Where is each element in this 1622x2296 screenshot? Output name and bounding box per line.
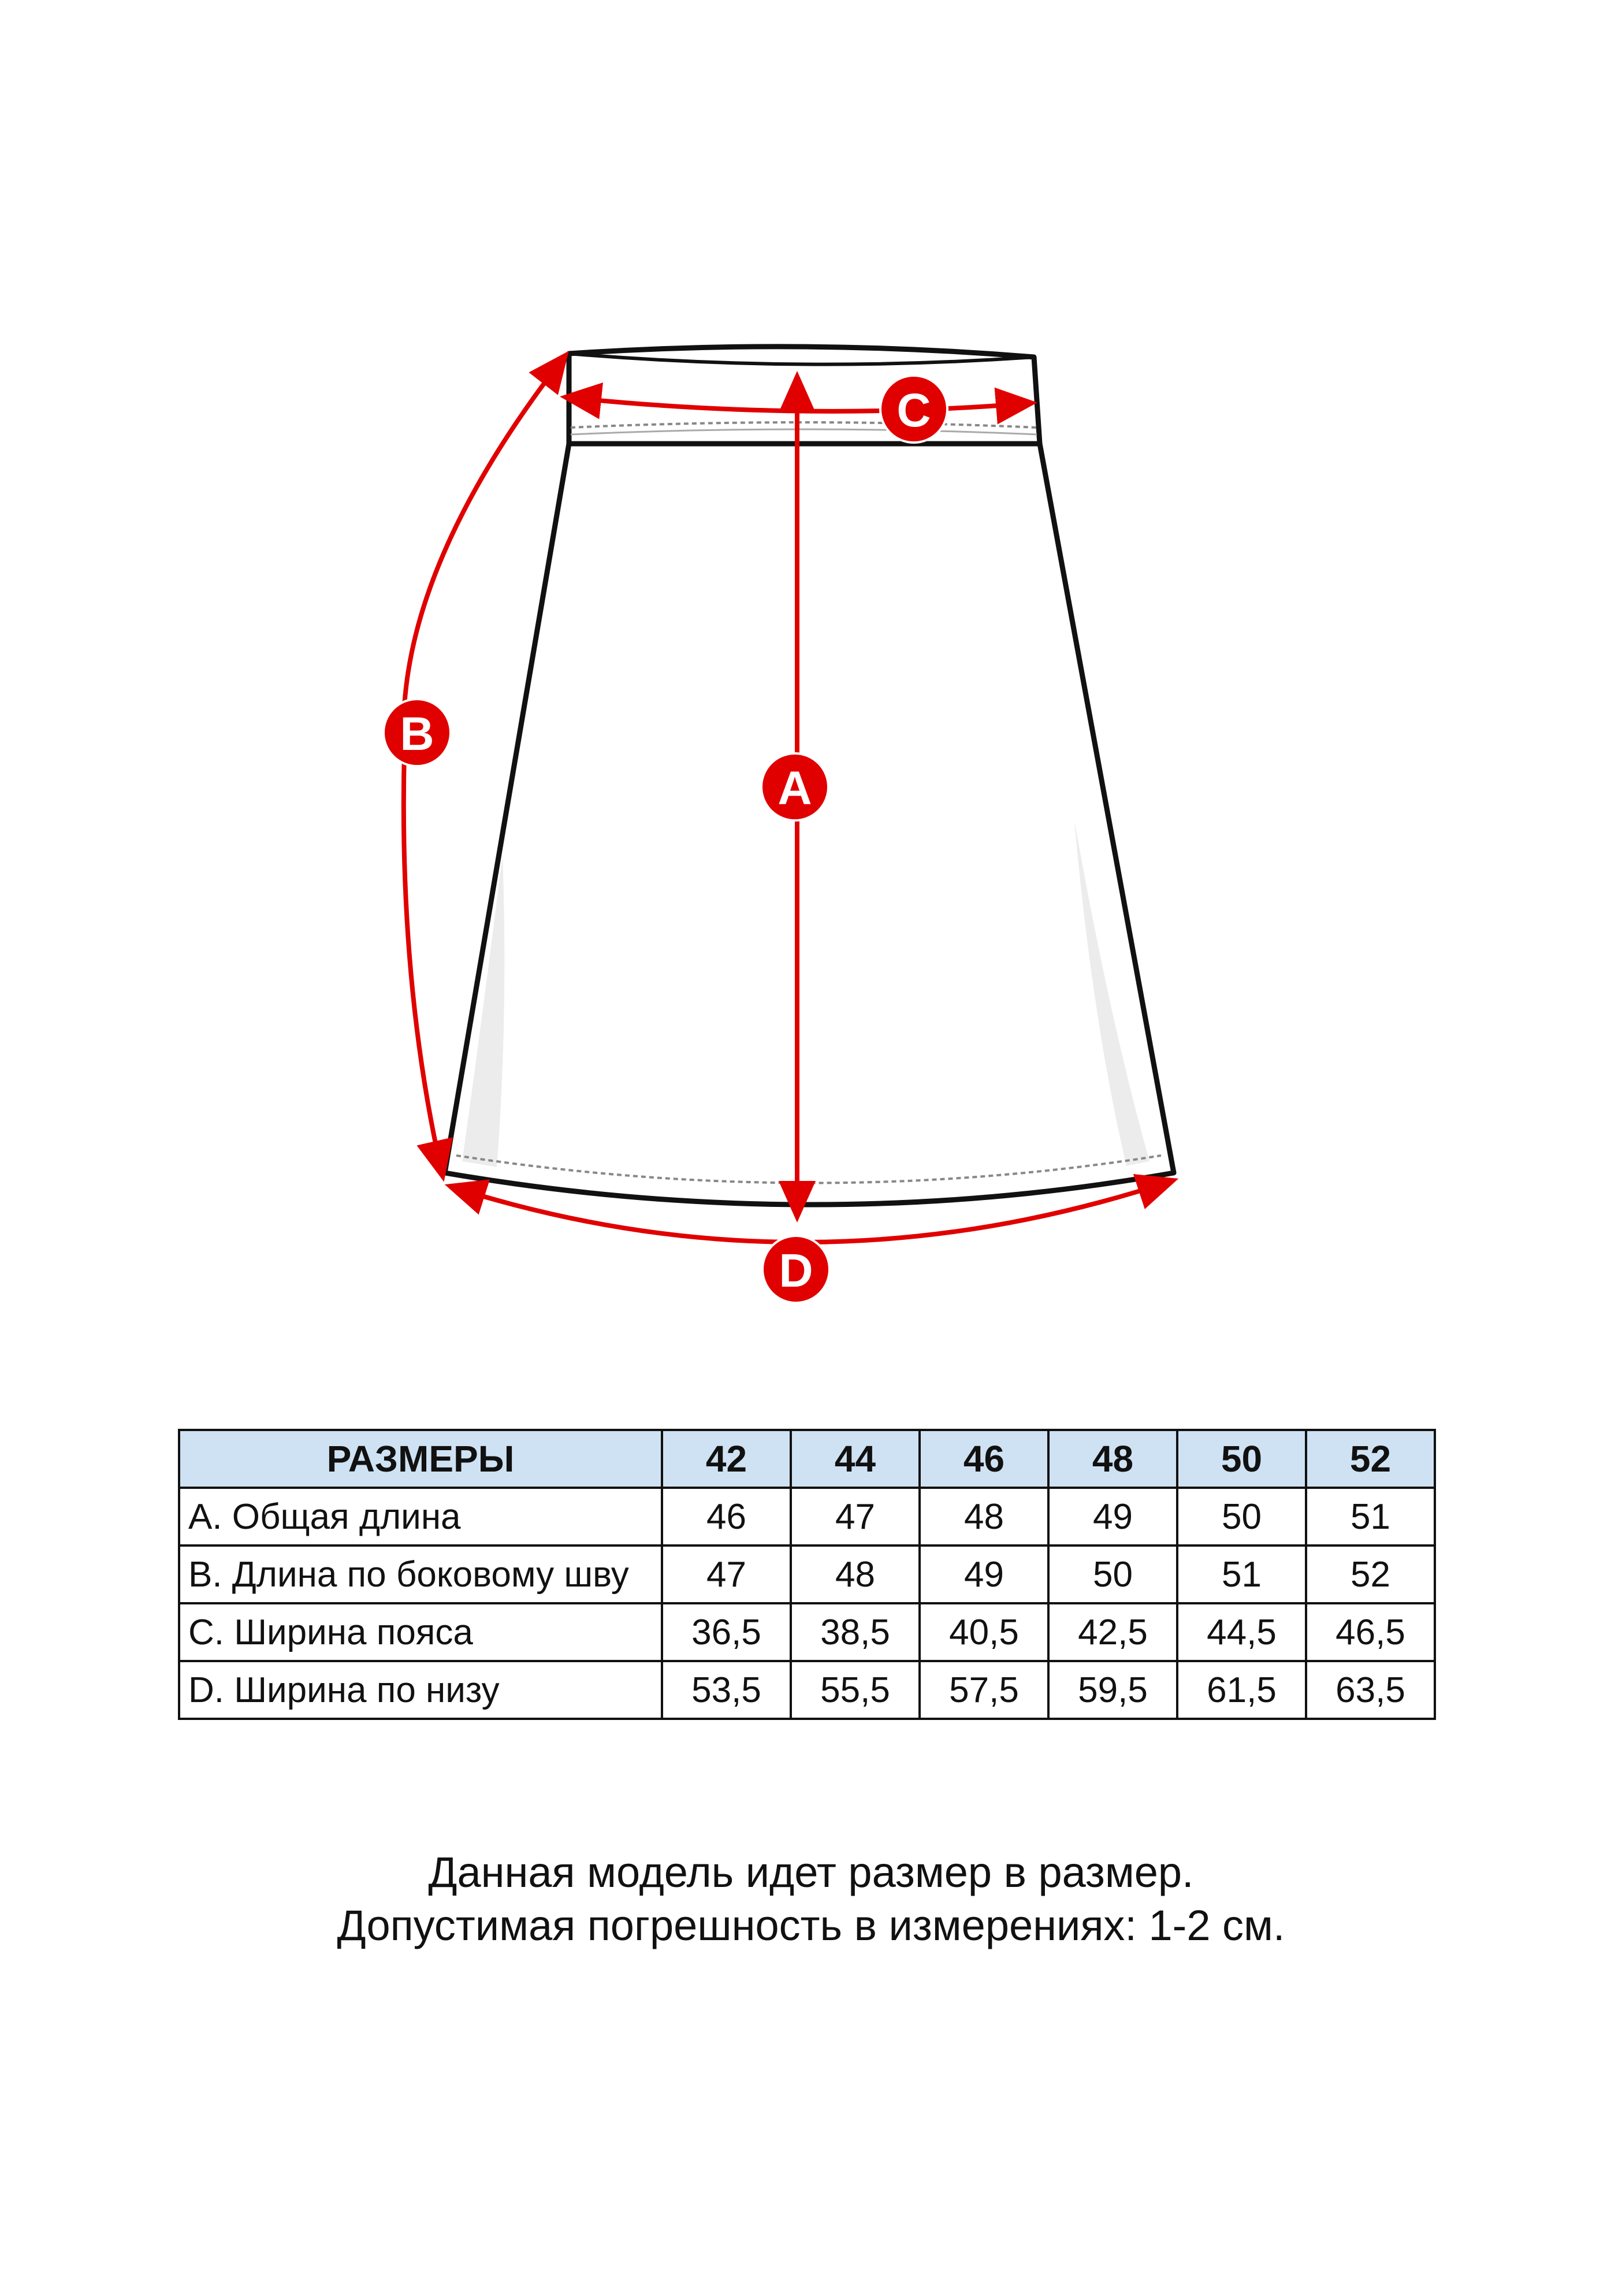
table-cell: 51 xyxy=(1306,1488,1435,1545)
table-cell: 51 xyxy=(1177,1545,1306,1603)
label-d: D xyxy=(779,1244,813,1297)
header-size: 48 xyxy=(1048,1430,1177,1488)
table-cell: 61,5 xyxy=(1177,1661,1306,1719)
table-cell: 46,5 xyxy=(1306,1603,1435,1661)
label-b: B xyxy=(400,708,434,760)
table-cell: 49 xyxy=(920,1545,1048,1603)
table-cell: 52 xyxy=(1306,1545,1435,1603)
label-c: C xyxy=(896,384,931,437)
header-size: 42 xyxy=(662,1430,791,1488)
notes xyxy=(0,1846,1622,1952)
table-cell: 46 xyxy=(662,1488,791,1545)
table-cell: 48 xyxy=(791,1545,920,1603)
skirt-outline xyxy=(445,444,1174,1205)
table-cell: 36,5 xyxy=(662,1603,791,1661)
table-cell: 55,5 xyxy=(791,1661,920,1719)
table-row xyxy=(179,1488,1435,1545)
table-cell: 57,5 xyxy=(920,1661,1048,1719)
table-cell: 40,5 xyxy=(920,1603,1048,1661)
row-label: C. Ширина пояса xyxy=(179,1603,662,1661)
note-fit: Данная модель идет размер в размер. xyxy=(428,1848,1194,1896)
note-tolerance: Допустимая погрешность в измерениях: 1-2 см. xyxy=(337,1901,1285,1949)
table-cell: 50 xyxy=(1177,1488,1306,1545)
table-cell: 47 xyxy=(662,1545,791,1603)
table-cell: 44,5 xyxy=(1177,1603,1306,1661)
table-cell: 50 xyxy=(1048,1545,1177,1603)
header-size: 44 xyxy=(791,1430,920,1488)
table-cell: 38,5 xyxy=(791,1603,920,1661)
table-row xyxy=(179,1603,1435,1661)
header-size: 50 xyxy=(1177,1430,1306,1488)
row-label: D. Ширина по низу xyxy=(179,1661,662,1719)
table-cell: 59,5 xyxy=(1048,1661,1177,1719)
skirt-waistband xyxy=(569,347,1040,444)
row-label: A. Общая длина xyxy=(179,1488,662,1545)
table-cell: 63,5 xyxy=(1306,1661,1435,1719)
header-size: 46 xyxy=(920,1430,1048,1488)
table-cell: 48 xyxy=(920,1488,1048,1545)
table-cell: 49 xyxy=(1048,1488,1177,1545)
header-size: 52 xyxy=(1306,1430,1435,1488)
row-label: B. Длина по боковому шву xyxy=(179,1545,662,1603)
table-cell: 53,5 xyxy=(662,1661,791,1719)
table-cell: 42,5 xyxy=(1048,1603,1177,1661)
size-table xyxy=(178,1429,1436,1720)
table-cell: 47 xyxy=(791,1488,920,1545)
header-sizes-label: РАЗМЕРЫ xyxy=(179,1430,662,1488)
table-row xyxy=(179,1545,1435,1603)
label-a: A xyxy=(777,762,812,815)
table-row xyxy=(179,1661,1435,1719)
table-header-row xyxy=(179,1430,1435,1488)
